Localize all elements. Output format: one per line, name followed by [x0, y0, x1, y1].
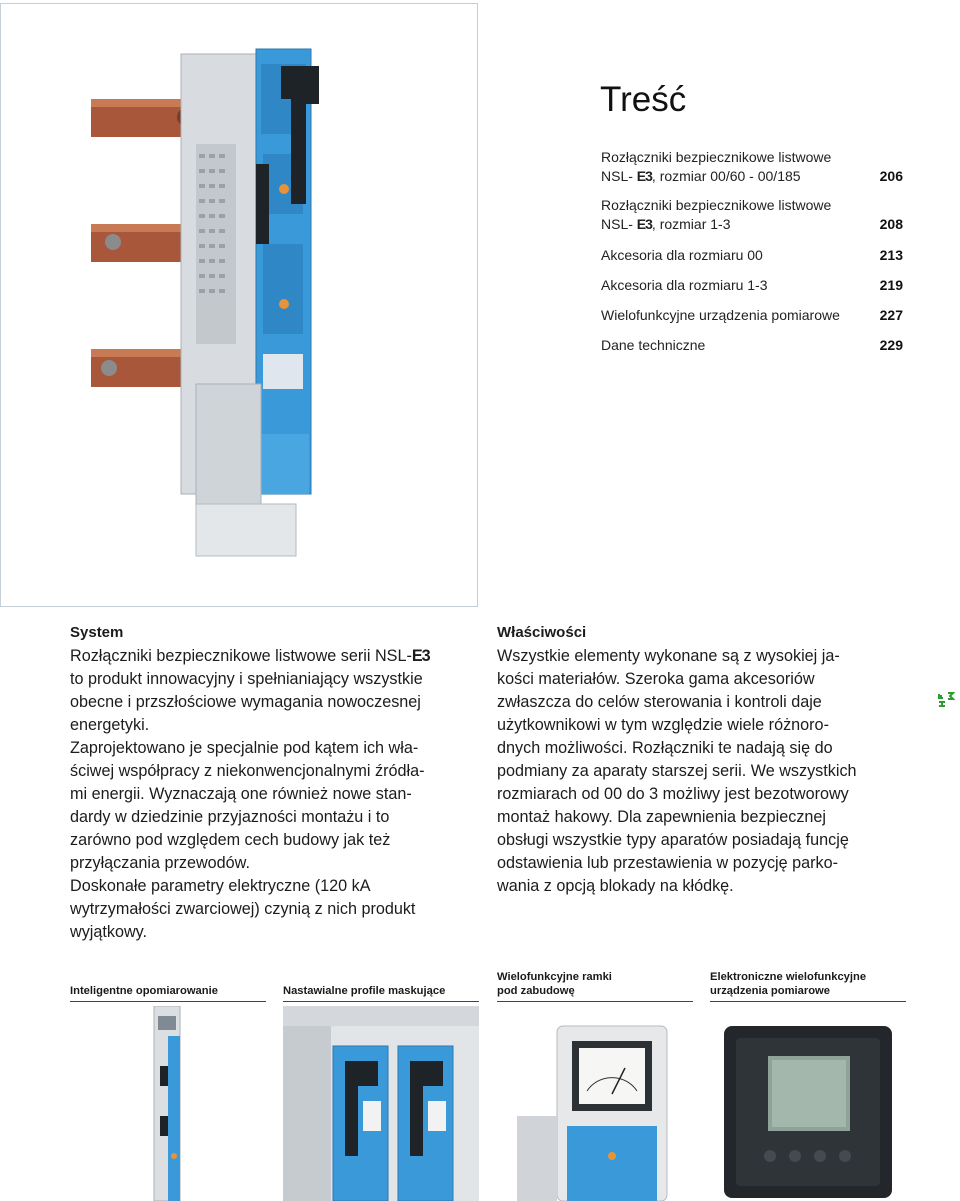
thumbnail-caption: Nastawialne profile maskujące — [283, 985, 446, 997]
toc-page-number: 206 — [879, 168, 903, 184]
thumbnail-measuring-devices — [710, 968, 906, 1201]
mounting-frame-photo — [497, 1006, 693, 1201]
e3-logo-mark: E3 — [411, 647, 430, 665]
toc-entry[interactable] — [601, 336, 903, 355]
metering-device-photo — [70, 1006, 266, 1201]
toc-page-number: 227 — [879, 307, 903, 323]
caption-divider — [283, 1001, 479, 1002]
thumbnail-caption: Wielofunkcyjne ramki pod zabudowę — [497, 971, 612, 997]
caption-divider — [497, 1001, 693, 1002]
toc-page-number: 229 — [879, 337, 903, 353]
toc-entry[interactable] — [601, 276, 903, 295]
toc-entry-line1: Rozłączniki bezpiecznikowe listwowe — [601, 149, 832, 165]
system-body-text: to produkt innowacyjny i spełnianiający wszystkie obecne i przszłościowe wymagania nowoczesnej energetyki. Zaprojektowano je specjalnie pod kątem ich wła- ściwej współpracy z niekonwencjonalnymi źródła- mi energii. Wyznaczają one również nowe stan- dardy w dziedzinie przyjazności montażu i to zarówno pod względem cech budowy jak też przyłączania przewodów. Doskonałe parametry elektryczne (120 kA wytrzymałości zwarciowej) czynią z nich produkt wyjątkowy. — [70, 670, 425, 941]
properties-body-text: Wszystkie elementy wykonane są z wysokiej ja- kości materiałów. Szeroka gama akcesoriów zwłaszcza do celów sterowania i kontroli daje użytkownikowi w tym względzie wiele różnoro- dnych możliwości. Rozłączniki te nadają się do podmiany za aparaty starszej serii. We wszystkich rozmiarach od 00 do 3 możliwy jest bezotworowy montaż hakowy. Dla zapewnienia bezpiecznej obsługi wszystkie typy aparatów posiadają funcję odstawienia lub przestawienia w pozycję parko- wania z opcją blokady na kłódkę. — [497, 647, 857, 895]
caption-divider — [70, 1001, 266, 1002]
toc-page-number: 219 — [879, 277, 903, 293]
system-first-line: Rozłączniki bezpiecznikowe listwowe serii NSL-E3 — [70, 647, 430, 665]
toc-entry-line2: NSL- E3, rozmiar 1-3 — [601, 216, 731, 232]
thumbnail-mounting-frames — [497, 968, 693, 1201]
toc-page-number: 213 — [879, 247, 903, 263]
e3-logo-mark: E3 — [636, 168, 652, 184]
toc-entry-line1: Akcesoria dla rozmiaru 00 — [601, 247, 763, 263]
e3-side-logo — [937, 690, 957, 710]
toc-entry-line1: Wielofunkcyjne urządzenia pomiarowe — [601, 307, 840, 323]
hero-product-photo — [0, 3, 478, 607]
properties-heading: Właściwości — [497, 624, 587, 641]
system-section — [70, 622, 465, 944]
thumbnail-masking-profiles — [283, 968, 479, 1201]
toc-entry-line1: Akcesoria dla rozmiaru 1-3 — [601, 277, 768, 293]
toc-entry[interactable] — [601, 246, 903, 265]
thumbnail-metering — [70, 968, 266, 1201]
e3-logo-icon — [937, 690, 957, 710]
table-of-contents — [601, 148, 903, 355]
measuring-device-photo — [710, 1006, 906, 1201]
properties-section — [497, 622, 892, 898]
masking-profiles-photo — [283, 1006, 479, 1201]
toc-title: Treść — [600, 80, 687, 119]
toc-entry-line1: Dane techniczne — [601, 337, 706, 353]
toc-entry[interactable] — [601, 148, 903, 186]
toc-entry[interactable] — [601, 196, 903, 234]
thumbnail-caption: Inteligentne opomiarowanie — [70, 985, 218, 997]
caption-divider — [710, 1001, 906, 1002]
thumbnail-caption: Elektroniczne wielofunkcyjne urządzenia pomiarowe — [710, 971, 867, 997]
toc-entry-line1: Rozłączniki bezpiecznikowe listwowe — [601, 197, 832, 213]
e3-logo-mark: E3 — [636, 216, 652, 232]
system-heading: System — [70, 624, 124, 641]
toc-entry-line2: NSL- E3, rozmiar 00/60 - 00/185 — [601, 168, 801, 184]
toc-page-number: 208 — [879, 216, 903, 232]
toc-entry[interactable] — [601, 306, 903, 325]
